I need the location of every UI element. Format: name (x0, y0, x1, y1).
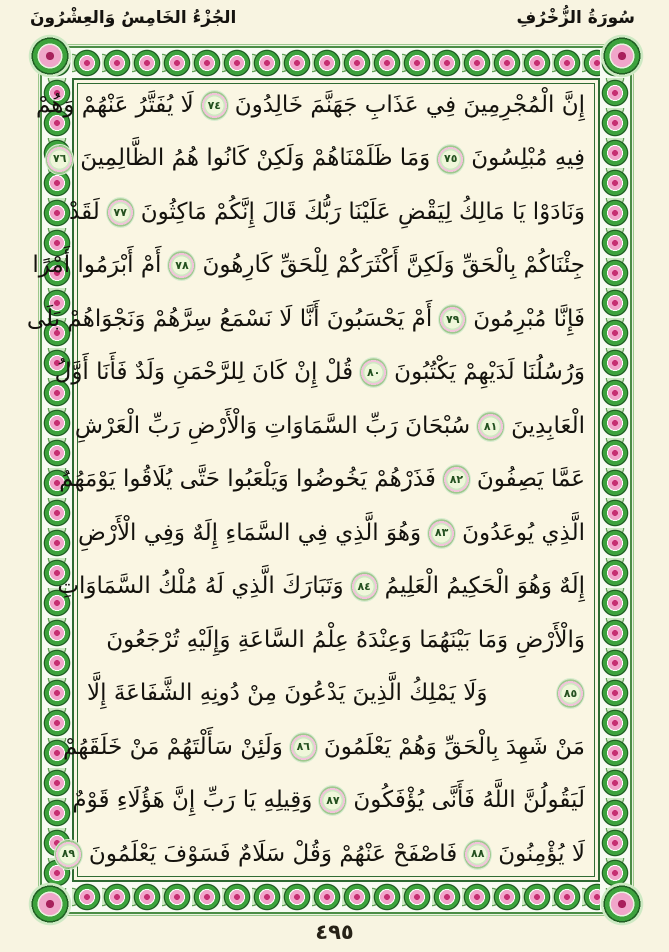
verse-number: ٧٨ (175, 259, 189, 273)
juz-title: الجُزْءُ الخَامِسُ وَالعِشْرُونَ (30, 8, 237, 28)
ayah-text: الْعَابِدِينَ (511, 412, 585, 439)
ayah-text: إِنَّ الْمُجْرِمِينَ فِي عَذَابِ جَهَنَّمَ خَالِدُونَ (234, 92, 585, 118)
quran-line-14 (72, 785, 585, 816)
quran-line-11 (87, 625, 585, 656)
ayah-text: جِئْنَاكُمْ بِالْحَقِّ وَلَكِنَّ أَكْثَرَكُمْ لِلْحَقِّ كَارِهُونَ (202, 252, 585, 279)
quran-line-13 (62, 732, 585, 763)
verse-end-marker-74 (200, 90, 229, 121)
quran-line-8 (59, 464, 585, 495)
ayah-text: إِلَهٌ وَهُوَ الْحَكِيمُ الْعَلِيمُ (384, 573, 585, 600)
ayah-text: أَمْ أَبْرَمُوا أَمْرًا (32, 252, 162, 279)
verse-end-marker-75 (436, 144, 465, 175)
verse-number: ٨٢ (449, 472, 464, 486)
verse-number: ٨١ (483, 419, 498, 433)
ayah-text: لَيَقُولُنَّ اللَّهُ فَأَنَّى يُؤْفَكُونَ (353, 787, 585, 814)
frame-border-right (600, 48, 630, 912)
verse-end-marker-83 (427, 518, 456, 549)
ayah-text: وَرُسُلُنَا لَدَيْهِمْ يَكْتُبُونَ (394, 359, 585, 386)
ayah-text: مَنْ شَهِدَ بِالْحَقِّ وَهُمْ يَعْلَمُونَ (323, 733, 585, 760)
page-number: ٤٩٥ (315, 920, 354, 944)
quran-line-12 (87, 678, 585, 709)
verse-end-marker-79 (438, 304, 467, 335)
ayah-text: أَمْ يَحْسَبُونَ أَنَّا لَا نَسْمَعُ سِرَّهُمْ وَنَجْوَاهُمْ بَلَى (26, 305, 433, 332)
page-header (0, 4, 669, 28)
verse-number: ٨٦ (296, 740, 311, 754)
ayah-text: لَا يُفَتَّرُ عَنْهُمْ وَهُمْ (35, 92, 194, 118)
quran-line-4 (32, 250, 585, 281)
quran-line-2 (53, 143, 585, 174)
verse-number: ٧٤ (207, 98, 221, 112)
verse-end-marker-82 (442, 464, 471, 495)
verse-number: ٧٦ (53, 152, 67, 166)
quran-line-7 (74, 411, 585, 442)
quran-line-1 (35, 90, 585, 121)
ayah-text: وَالْأَرْضِ وَمَا بَيْنَهُمَا وَعِنْدَهُ عِلْمُ السَّاعَةِ وَإِلَيْهِ تُرْجَعُونَ (106, 626, 585, 653)
frame-border-bottom (42, 882, 630, 912)
ayah-text: لَا يُؤْمِنُونَ (498, 840, 585, 867)
verse-number: ٨٤ (357, 579, 371, 593)
ayah-text: وَلَئِنْ سَأَلْتَهُمْ مَنْ خَلَقَهُمْ (62, 733, 283, 760)
verse-number: ٨٨ (471, 847, 485, 861)
ayah-text: لَقَدْ (69, 198, 100, 225)
surah-title: سُورَةُ الزُّخْرُفِ (516, 8, 635, 28)
verse-end-marker-84 (350, 571, 379, 602)
verse-end-marker-80 (359, 357, 388, 388)
verse-number: ٨٥ (563, 686, 578, 700)
ayah-text: فَذَرْهُمْ يَخُوضُوا وَيَلْعَبُوا حَتَّى يُلَاقُوا يَوْمَهُمُ (59, 466, 436, 493)
ayah-text: وَقِيلِهِ يَا رَبِّ إِنَّ هَؤُلَاءِ قَوْمٌ (72, 787, 313, 814)
ornamental-frame (26, 46, 632, 914)
ayah-text: وَتَبَارَكَ الَّذِي لَهُ مُلْكُ السَّمَاوَاتِ (57, 573, 344, 600)
verse-end-marker-77 (106, 197, 135, 228)
verse-number: ٨٣ (434, 526, 449, 540)
ayah-text: سُبْحَانَ رَبِّ السَّمَاوَاتِ وَالْأَرْضِ رَبِّ الْعَرْشِ (74, 412, 471, 439)
corner-flower-icon (28, 34, 72, 78)
ayah-text: وَمَا ظَلَمْنَاهُمْ وَلَكِنْ كَانُوا هُمُ الظَّالِمِينَ (80, 145, 431, 172)
verse-number: ٧٩ (446, 312, 460, 326)
verse-end-marker-87 (318, 785, 347, 816)
quran-text-area (26, 78, 600, 882)
ayah-text: قُلْ إِنْ كَانَ لِلرَّحْمَنِ وَلَدٌ فَأَنَا أَوَّلُ (54, 359, 354, 386)
verse-number: ٨٩ (61, 847, 76, 861)
verse-end-marker-88 (463, 839, 492, 870)
verse-end-marker-81 (476, 411, 505, 442)
ayah-text: فَاصْفَحْ عَنْهُمْ وَقُلْ سَلَامٌ فَسَوْفَ يَعْلَمُونَ (88, 840, 458, 867)
quran-line-5 (26, 304, 585, 335)
quran-line-10 (57, 571, 585, 602)
frame-border-top (42, 48, 630, 78)
verse-end-marker-86 (289, 732, 318, 763)
ayah-text: فَإِنَّا مُبْرِمُونَ (473, 305, 585, 332)
verse-end-marker-78 (167, 250, 196, 281)
ayah-text: وَهُوَ الَّذِي فِي السَّمَاءِ إِلَهٌ وَفِي الْأَرْضِ (78, 519, 422, 546)
quran-line-3 (69, 197, 585, 228)
verse-number: ٨٠ (366, 366, 381, 380)
ayah-lines (26, 90, 585, 870)
verse-number: ٧٥ (444, 152, 458, 166)
quran-line-9 (78, 518, 585, 549)
corner-flower-icon (600, 34, 644, 78)
verse-end-marker-89 (54, 839, 83, 870)
quran-line-6 (54, 357, 585, 388)
ayah-text: عَمَّا يَصِفُونَ (476, 466, 585, 493)
quran-line-15 (61, 839, 585, 870)
ayah-text: وَنَادَوْا يَا مَالِكُ لِيَقْضِ عَلَيْنَا رَبُّكَ قَالَ إِنَّكُمْ مَاكِثُونَ (140, 198, 585, 225)
ayah-text: فِيهِ مُبْلِسُونَ (471, 145, 585, 172)
verse-end-marker-85 (556, 678, 585, 709)
ayah-text: وَلَا يَمْلِكُ الَّذِينَ يَدْعُونَ مِنْ دُونِهِ الشَّفَاعَةَ إِلَّا (87, 680, 488, 707)
verse-number: ٧٧ (113, 205, 127, 219)
verse-end-marker-76 (45, 144, 74, 175)
ayah-text: الَّذِي يُوعَدُونَ (462, 519, 585, 546)
verse-number: ٨٧ (326, 793, 340, 807)
